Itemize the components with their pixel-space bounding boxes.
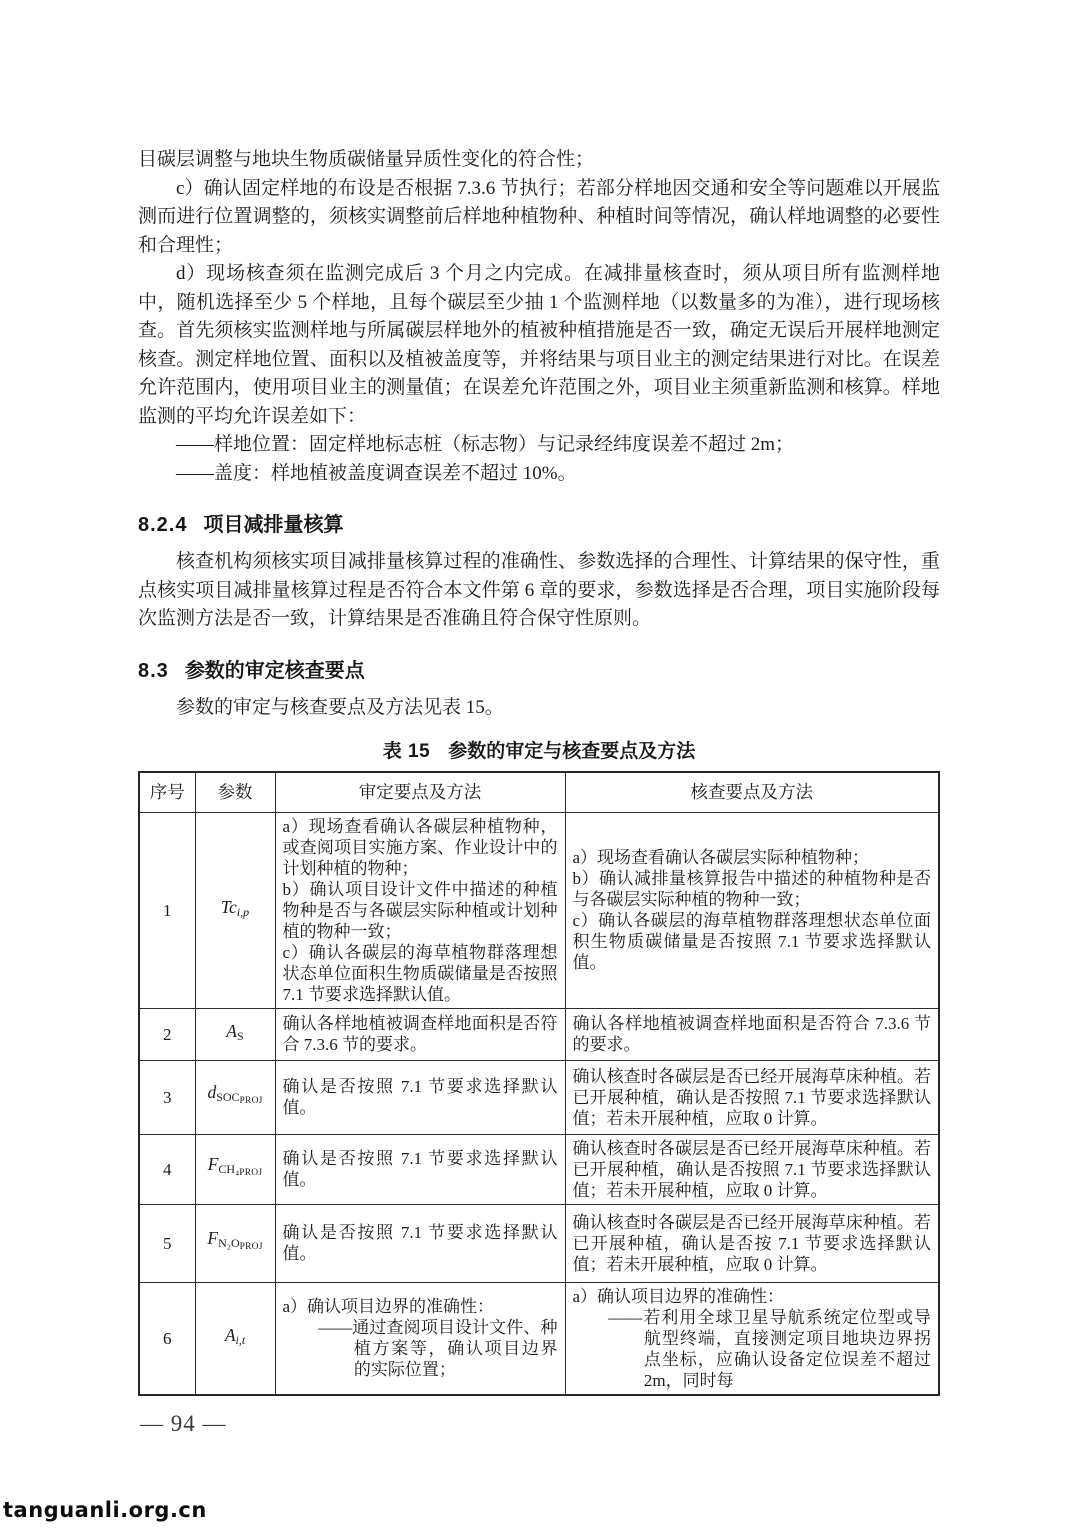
cell-paragraph: a）确认项目边界的准确性： bbox=[572, 1286, 785, 1306]
cell-paragraph: c）确认各碳层的海草植物群落理想状态单位面积生物质碳储量是否按照 7.1 节要求选择默认值。 bbox=[282, 942, 558, 1004]
parameter-symbol: $d_{SOCPROJ}$ bbox=[195, 1060, 275, 1134]
shending-cell bbox=[275, 1282, 565, 1395]
table-row-5 bbox=[139, 1204, 939, 1282]
parameter-symbol: $A_{i,t}$ bbox=[195, 1282, 275, 1395]
dash-item: ——若利用全球卫星导航系统定位型或导航型终端，直接测定项目地块边界拐点坐标，应确认设备定位误差不超过 2m，同时每 bbox=[608, 1307, 931, 1390]
section-number: 8.2.4 bbox=[138, 514, 188, 536]
col-header-canshu: 参数 bbox=[195, 772, 275, 812]
table-caption bbox=[138, 738, 940, 766]
cell-paragraph: 确认核查时各碳层是否已经开展海草床种植。若已开展种植，确认是否按 7.1 节要求选择默认值；若未开展种植，应取 0 计算。 bbox=[572, 1212, 931, 1274]
page-content bbox=[138, 146, 940, 1396]
table-row-3 bbox=[139, 1060, 939, 1134]
shending-cell bbox=[275, 1134, 565, 1204]
section-heading-8-3 bbox=[138, 656, 940, 686]
row-number: 4 bbox=[139, 1134, 195, 1204]
watermark: tanguanli.org.cn bbox=[3, 1498, 207, 1522]
parameters-table bbox=[138, 771, 940, 1396]
table-row-6 bbox=[139, 1282, 939, 1395]
table-row-4 bbox=[139, 1134, 939, 1204]
body-line: ——样地位置：固定样地标志桩（标志物）与记录经纬度误差不超过 2m； bbox=[176, 434, 795, 455]
page-number: — 94 — bbox=[140, 1411, 227, 1436]
hecha-cell bbox=[565, 1282, 939, 1395]
hecha-cell bbox=[565, 1008, 939, 1060]
cell-paragraph: a）现场查看确认各碳层实际种植物种； bbox=[572, 848, 870, 867]
cell-paragraph: 确认是否按照 7.1 节要求选择默认值。 bbox=[282, 1077, 558, 1117]
parameter-symbol: $F_{N_2OPROJ}$ bbox=[195, 1204, 275, 1282]
col-header-xuhao: 序号 bbox=[139, 772, 195, 812]
intro-paragraphs bbox=[138, 146, 940, 488]
col-header-hecha: 核查要点及方法 bbox=[565, 772, 939, 812]
table-row-2 bbox=[139, 1008, 939, 1060]
shending-cell bbox=[275, 1060, 565, 1134]
parameter-symbol: $Tc_{i,p}$ bbox=[195, 812, 275, 1008]
cell-paragraph: 确认核查时各碳层是否已经开展海草床种植。若已开展种植，确认是否按照 7.1 节要求选择默认值；若未开展种植，应取 0 计算。 bbox=[572, 1066, 931, 1128]
cell-paragraph: c）确认各碳层的海草植物群落理想状态单位面积生物质碳储量是否按照 7.1 节要求选择默认值。 bbox=[572, 911, 931, 972]
shending-cell bbox=[275, 812, 565, 1008]
cell-paragraph: 确认是否按照 7.1 节要求选择默认值。 bbox=[282, 1149, 558, 1189]
parameter-symbol: $F_{CH_4PROJ}$ bbox=[195, 1134, 275, 1204]
section-title: 参数的审定核查要点 bbox=[184, 659, 365, 682]
section-number: 8.3 bbox=[138, 659, 169, 682]
hecha-cell bbox=[565, 1134, 939, 1204]
cell-paragraph: a）现场查看确认各碳层种植物种，或查阅项目实施方案、作业设计中的计划种植的物种； bbox=[282, 816, 558, 878]
shending-cell bbox=[275, 1008, 565, 1060]
section-heading-8-2-4 bbox=[138, 510, 940, 540]
table-caption-title: 参数的审定与核查要点及方法 bbox=[448, 741, 696, 762]
hecha-cell bbox=[565, 1060, 939, 1134]
hecha-cell bbox=[565, 812, 939, 1008]
section-8-3-body: 参数的审定与核查要点及方法见表 15。 bbox=[176, 696, 504, 718]
row-number: 5 bbox=[139, 1204, 195, 1282]
cell-paragraph: 确认各样地植被调查样地面积是否符合 7.3.6 节的要求。 bbox=[572, 1014, 931, 1054]
table-row-1 bbox=[139, 812, 939, 1008]
cell-paragraph: 确认是否按照 7.1 节要求选择默认值。 bbox=[282, 1223, 558, 1263]
body-line: 目碳层调整与地块生物质碳储量异质性变化的符合性； bbox=[138, 149, 595, 170]
cell-paragraph: 确认核查时各碳层是否已经开展海草床种植。若已开展种植，确认是否按照 7.1 节要求选择默认值；若未开展种植，应取 0 计算。 bbox=[572, 1138, 931, 1200]
cell-paragraph: 确认各样地植被调查样地面积是否符合 7.3.6 节的要求。 bbox=[282, 1014, 558, 1054]
table-header-row bbox=[139, 772, 939, 812]
shending-cell bbox=[275, 1204, 565, 1282]
row-number: 6 bbox=[139, 1282, 195, 1395]
body-line: d）现场核查须在监测完成后 3 个月之内完成。在减排量核查时，须从项目所有监测样地中，随机选择至少 5 个样地，且每个碳层至少抽 1 个监测样地（以数量多的为准），进行现场核查。首先须核实监测样地与所属碳层样地外的植被种植措施是否一致，确定无误后开展样地测定核查。测定样地位置、面积以及植被盖度等，并将结果与项目业主的测定结果进行对比。在误差允许范围内，使用项目业主的测量值；在误差允许范围之外，项目业主须重新监测和核算。样地监测的平均允许误差如下： bbox=[138, 263, 940, 427]
row-number: 2 bbox=[139, 1008, 195, 1060]
section-title: 项目减排量核算 bbox=[203, 514, 344, 536]
col-header-shending: 审定要点及方法 bbox=[275, 772, 565, 812]
row-number: 3 bbox=[139, 1060, 195, 1134]
cell-paragraph: a）确认项目边界的准确性： bbox=[282, 1297, 495, 1316]
body-line: ——盖度：样地植被盖度调查误差不超过 10%。 bbox=[176, 462, 577, 484]
parameter-symbol: $A_S$ bbox=[195, 1008, 275, 1060]
table-header bbox=[139, 772, 939, 812]
hecha-cell bbox=[565, 1204, 939, 1282]
body-line: c）确认固定样地的布设是否根据 7.3.6 节执行；若部分样地因交通和安全等问题难以开展监测而进行位置调整的，须核实调整前后样地种植物种、种植时间等情况，确认样地调整的必要性和合理性； bbox=[138, 177, 940, 256]
table-caption-label: 表 15 bbox=[382, 741, 431, 762]
row-number: 1 bbox=[139, 812, 195, 1008]
cell-paragraph: b）确认项目设计文件中描述的种植物种是否与各碳层实际种植或计划种植的物种一致； bbox=[282, 879, 558, 941]
cell-paragraph: b）确认减排量核算报告中描述的种植物种是否与各碳层实际种植的物种一致； bbox=[572, 869, 931, 909]
section-8-2-4-body: 核查机构须核实项目减排量核算过程的准确性、参数选择的合理性、计算结果的保守性，重点核实项目减排量核算过程是否符合本文件第 6 章的要求，参数选择是否合理，项目实施阶段每次监测方法是否一致，计算结果是否准确且符合保守性原则。 bbox=[138, 551, 940, 629]
dash-item: ——通过查阅项目设计文件、种植方案等，确认项目边界的实际位置； bbox=[318, 1318, 558, 1379]
